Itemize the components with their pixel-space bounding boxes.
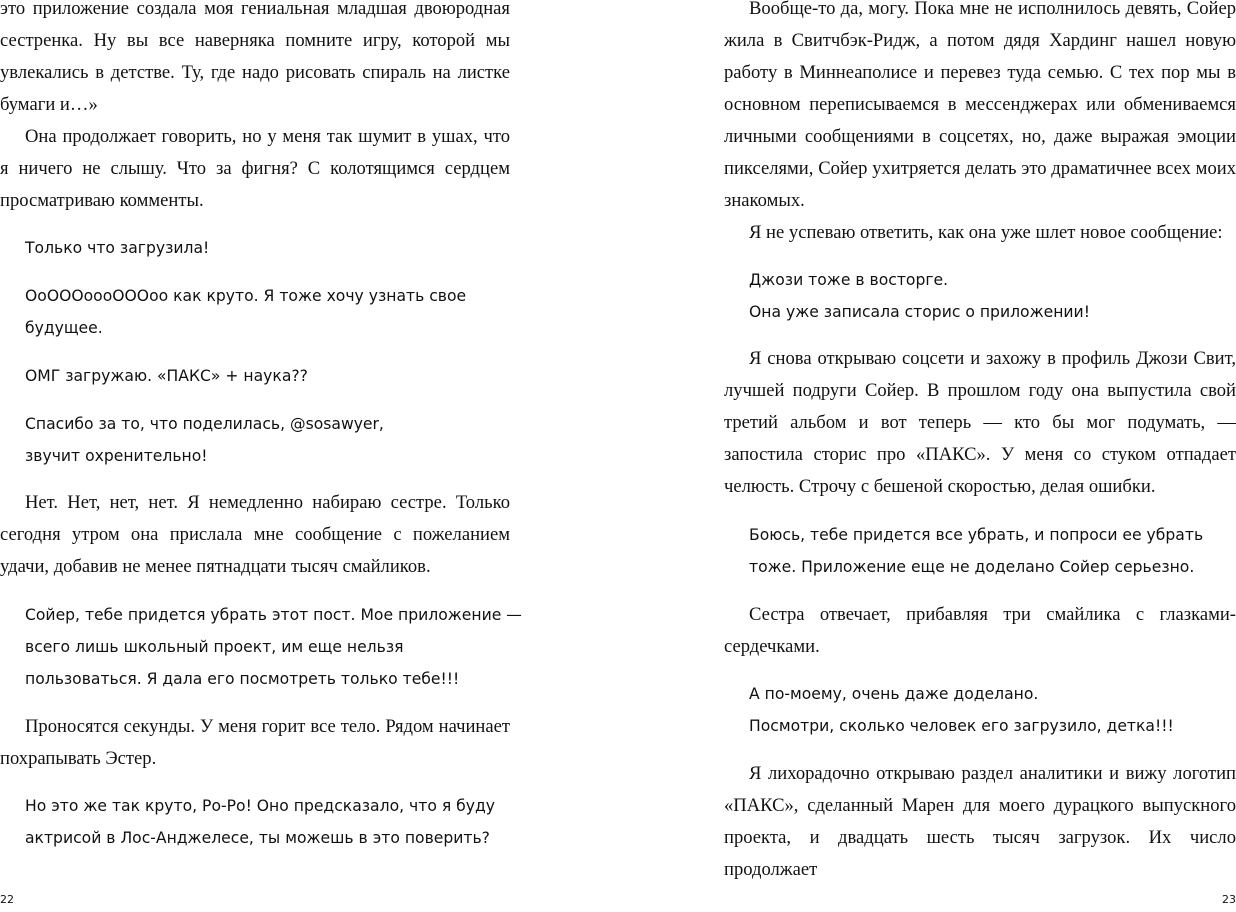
comment-line: будущее. (25, 319, 103, 337)
comment-2 (0, 280, 510, 344)
message-4 (724, 519, 1236, 583)
comment-line: ОМГ загружаю. «ПАКС» + наука?? (25, 367, 308, 385)
message-3 (724, 264, 1236, 328)
comment-3 (0, 360, 510, 392)
message-line: Боюсь, тебе придется все убрать, и попроси ее убрать (749, 526, 1204, 544)
page-number-left: 22 (0, 893, 14, 906)
message-line: пользоваться. Я дала его посмотреть только тебе!!! (25, 670, 460, 688)
right-page (724, 0, 1236, 912)
left-paragraph-1: это приложение создала моя гениальная младшая двоюродная сестренка. Ну вы все наверняка помните игру, которой мы увлекались в детстве. Ту, где надо рисовать спираль на листке бумаги и…» (0, 0, 510, 115)
message-line: А по-моему, очень даже доделано. (749, 685, 1039, 703)
right-paragraph-3: Я снова открываю соцсети и захожу в профиль Джози Свит, лучшей подруги Сойер. В прошлом году она выпустила свой третий альбом и вот теперь — кто бы мог подумать, — запостила сторис про «ПАКС». У меня со стуком отпадает челюсть. Строчу с бешеной скоростью, делая ошибки. (724, 348, 1236, 497)
message-line: актрисой в Лос-Анджелесе, ты можешь в это поверить? (25, 829, 490, 847)
left-paragraph-2: Она продолжает говорить, но у меня так шумит в ушах, что я ничего не слышу. Что за фигня? С колотящимся сердцем просматриваю комменты. (0, 126, 510, 211)
message-line: тоже. Приложение еще не доделано Сойер серьезно. (749, 558, 1195, 576)
right-paragraph-2: Я не успеваю ответить, как она уже шлет новое сообщение: (749, 222, 1223, 243)
message-2 (0, 790, 510, 854)
left-page (0, 0, 522, 912)
comment-line: Только что загрузила! (25, 239, 210, 257)
comment-line: ОоОООоооОООоо как круто. Я тоже хочу узнать свое (25, 287, 467, 305)
message-line: Но это же так круто, Ро-Ро! Оно предсказало, что я буду (25, 797, 496, 815)
left-paragraph-3: Нет. Нет, нет, нет. Я немедленно набираю сестре. Только сегодня утром она прислала мне сообщение с пожеланием удачи, добавив не менее пятнадцати тысяч смайликов. (0, 492, 510, 577)
right-paragraph-4: Сестра отвечает, прибавляя три смайлика с глазками-сердечками. (724, 604, 1236, 657)
message-line: Джози тоже в восторге. (749, 271, 949, 289)
comment-4 (0, 408, 510, 472)
message-1 (0, 599, 522, 695)
comment-line: звучит охренительно! (25, 447, 208, 465)
message-line: Она уже записала сторис о приложении! (749, 303, 1090, 321)
comment-line: Спасибо за то, что поделилась, @sosawyer, (25, 415, 384, 433)
message-line: всего лишь школьный проект, им еще нельзя (25, 638, 404, 656)
message-5 (724, 678, 1236, 742)
message-line: Посмотри, сколько человек его загрузило, детка!!! (749, 717, 1174, 735)
right-paragraph-5: Я лихорадочно открываю раздел аналитики и вижу логотип «ПАКС», сделанный Марен для моего дурацкого выпускного проекта, и двадцать шесть тысяч загрузок. Их число продолжает (724, 763, 1236, 880)
left-paragraph-4: Проносятся секунды. У меня горит все тело. Рядом начинает похрапывать Эстер. (0, 716, 510, 769)
right-paragraph-1: Вообще-то да, могу. Пока мне не исполнилось девять, Сойер жила в Свитчбэк-Ридж, а потом дядя Хардинг нашел новую работу в Миннеаполисе и перевез туда семью. С тех пор мы в основном переписываемся в мессенджерах или обмениваемся личными сообщениями в соцсетях, но, даже выражая эмоции пикселями, Сойер ухитряется делать это драматичнее всех моих знакомых. (724, 0, 1236, 211)
page-number-right: 23 (1222, 893, 1236, 906)
message-line: Сойер, тебе придется убрать этот пост. Мое приложение — (25, 606, 522, 624)
comment-1 (0, 232, 510, 264)
